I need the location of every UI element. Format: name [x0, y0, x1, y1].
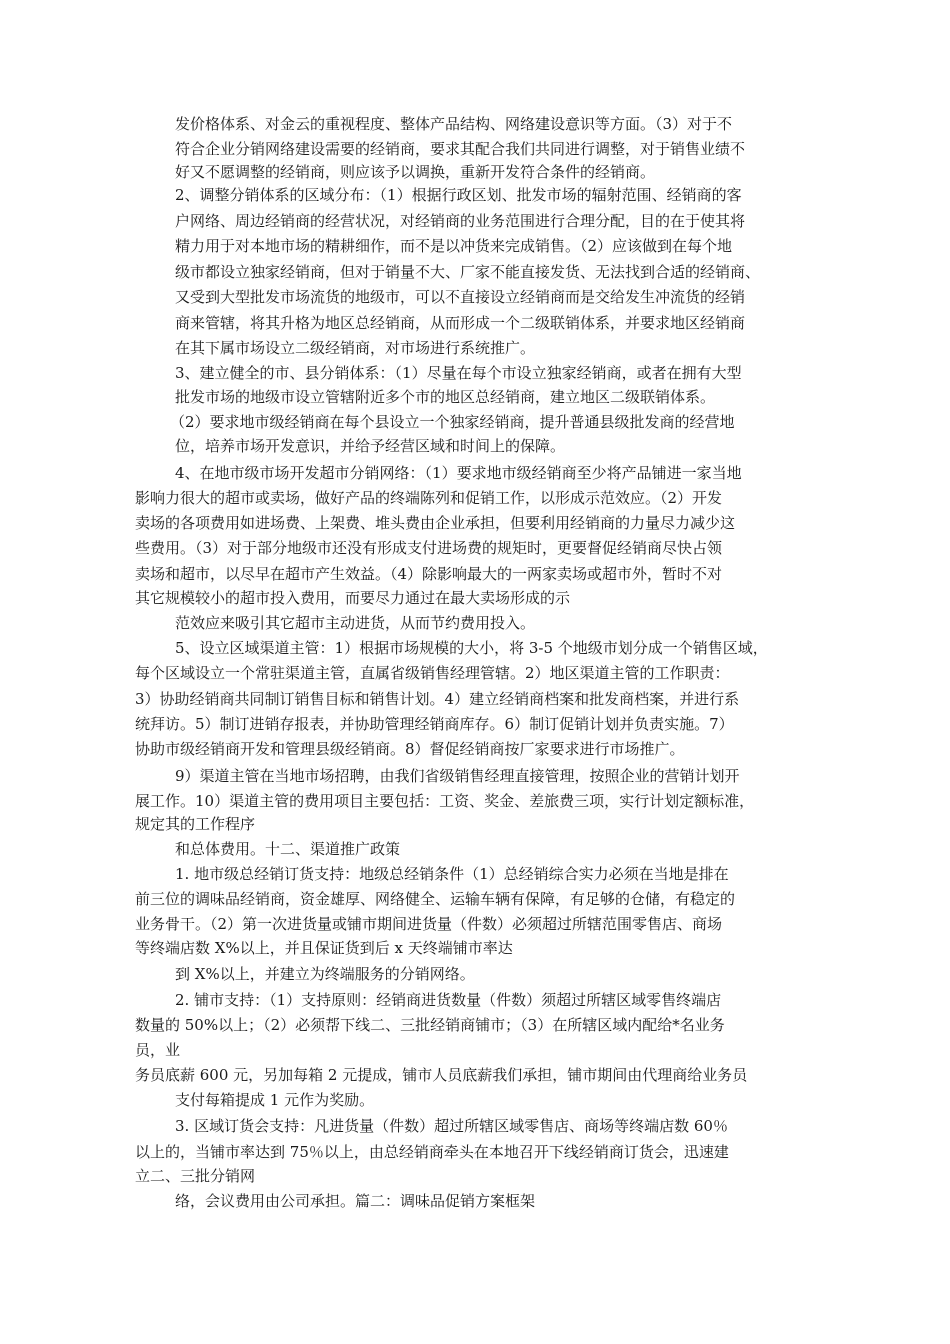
text-line: 支付每箱提成 1 元作为奖励。 [175, 1091, 375, 1109]
text-line: （2）要求地市级经销商在每个县设立一个独家经销商，提升普通县级批发商的经营地 [170, 413, 735, 431]
text-line: 展工作。10）渠道主管的费用项目主要包括：工资、奖金、差旅费三项，实行计划定额标准， [135, 792, 755, 810]
text-line: 2. 铺市支持：（1）支持原则：经销商进货数量（件数）须超过所辖区域零售终端店 [175, 991, 722, 1009]
text-line: 立二、三批分销网 [135, 1167, 256, 1185]
text-line: 精力用于对本地市场的精耕细作，而不是以冲货来完成销售。（2）应该做到在每个地 [175, 237, 733, 255]
text-line: 1. 地市级总经销订货支持：地级总经销条件（1）总经销综合实力必须在当地是排在 [175, 865, 729, 883]
text-line: 每个区域设立一个常驻渠道主管，直属省级销售经理管辖。2）地区渠道主管的工作职责： [135, 664, 730, 682]
text-line: 协助市级经销商开发和管理县级经销商。8）督促经销商按厂家要求进行市场推广。 [135, 740, 685, 758]
text-line: 级市都设立独家经销商，但对于销量不大、厂家不能直接发货、无法找到合适的经销商、 [175, 263, 761, 281]
text-line: 又受到大型批发市场流货的地级市，可以不直接设立经销商而是交给发生冲流货的经销 [175, 288, 746, 306]
text-line: 发价格体系、对金云的重视程度、整体产品结构、网络建设意识等方面。（3）对于不 [175, 115, 733, 133]
text-line: 范效应来吸引其它超市主动进货，从而节约费用投入。 [175, 614, 536, 632]
text-line: 3）协助经销商共同制订销售目标和销售计划。4）建立经销商档案和批发商档案，并进行系 [135, 690, 740, 708]
text-line: 3、建立健全的市、县分销体系：（1）尽量在每个市设立独家经销商，或者在拥有大型 [175, 364, 742, 382]
text-line: 以上的，当铺市率达到 75％以上，由总经销商牵头在本地召开下线经销商订货会，迅速建 [135, 1143, 729, 1161]
text-line: 前三位的调味品经销商，资金雄厚、网络健全、运输车辆有保障，有足够的仓储，有稳定的 [135, 890, 736, 908]
text-line: 3. 区域订货会支持：凡进货量（件数）超过所辖区域零售店、商场等终端店数 60％ [175, 1117, 728, 1135]
text-line: 卖场的各项费用如进场费、上架费、堆头费由企业承担，但要利用经销商的力量尽力减少这 [135, 514, 736, 532]
text-line: 统拜访。5）制订进销存报表，并协助管理经销商库存。6）制订促销计划并负责实施。7） [135, 715, 734, 733]
text-line: 在其下属市场设立二级经销商，对市场进行系统推广。 [175, 339, 536, 357]
text-line: 到 X%以上，并建立为终端服务的分销网络。 [175, 965, 475, 983]
text-line: 务员底薪 600 元，另加每箱 2 元提成，铺市人员底薪我们承担，铺市期间由代理商给业务员 [135, 1066, 748, 1084]
text-line: 些费用。（3）对于部分地级市还没有形成支付进场费的规矩时，更要督促经销商尽快占领 [135, 539, 723, 557]
text-line: 员，业 [135, 1041, 181, 1059]
text-line: 批发市场的地级市设立管辖附近多个市的地区总经销商，建立地区二级联销体系。 [175, 388, 716, 406]
text-line: 和总体费用。十二、渠道推广政策 [175, 840, 401, 858]
text-line: 2、调整分销体系的区域分布：（1）根据行政区划、批发市场的辐射范围、经销商的客 [175, 186, 742, 204]
text-line: 规定其的工作程序 [135, 815, 256, 833]
text-line: 商来管辖，将其升格为地区总经销商，从而形成一个二级联销体系，并要求地区经销商 [175, 314, 746, 332]
text-line: 位，培养市场开发意识，并给予经营区域和时间上的保障。 [175, 437, 566, 455]
text-line: 业务骨干。（2）第一次进货量或铺市期间进货量（件数）必须超过所辖范围零售店、商场 [135, 915, 723, 933]
text-line: 影响力很大的超市或卖场，做好产品的终端陈列和促销工作，以形成示范效应。（2）开发 [135, 489, 723, 507]
text-line: 络，会议费用由公司承担。篇二：调味品促销方案框架 [175, 1192, 536, 1210]
text-line: 4、在地市级市场开发超市分销网络：（1）要求地市级经销商至少将产品铺进一家当地 [175, 464, 742, 482]
text-line: 5、设立区域渠道主管：1）根据市场规模的大小，将 3-5 个地级市划分成一个销售区域， [175, 639, 768, 657]
text-line: 符合企业分销网络建设需要的经销商，要求其配合我们共同进行调整，对于销售业绩不 [175, 140, 746, 158]
text-line: 9）渠道主管在当地市场招聘，由我们省级销售经理直接管理，按照企业的营销计划开 [175, 767, 740, 785]
text-line: 其它规模较小的超市投入费用，而要尽力通过在最大卖场形成的示 [135, 589, 571, 607]
text-line: 卖场和超市，以尽早在超市产生效益。（4）除影响最大的一两家卖场或超市外，暂时不对 [135, 565, 723, 583]
text-line: 等终端店数 X%以上，并且保证货到后 x 天终端铺市率达 [135, 939, 513, 957]
text-line: 数量的 50%以上；（2）必须帮下线二、三批经销商铺市；（3）在所辖区域内配给*名业务 [135, 1016, 725, 1034]
text-line: 好又不愿调整的经销商，则应该予以调换，重新开发符合条件的经销商。 [175, 163, 656, 181]
text-line: 户网络、周边经销商的经营状况，对经销商的业务范围进行合理分配，目的在于使其将 [175, 212, 746, 230]
